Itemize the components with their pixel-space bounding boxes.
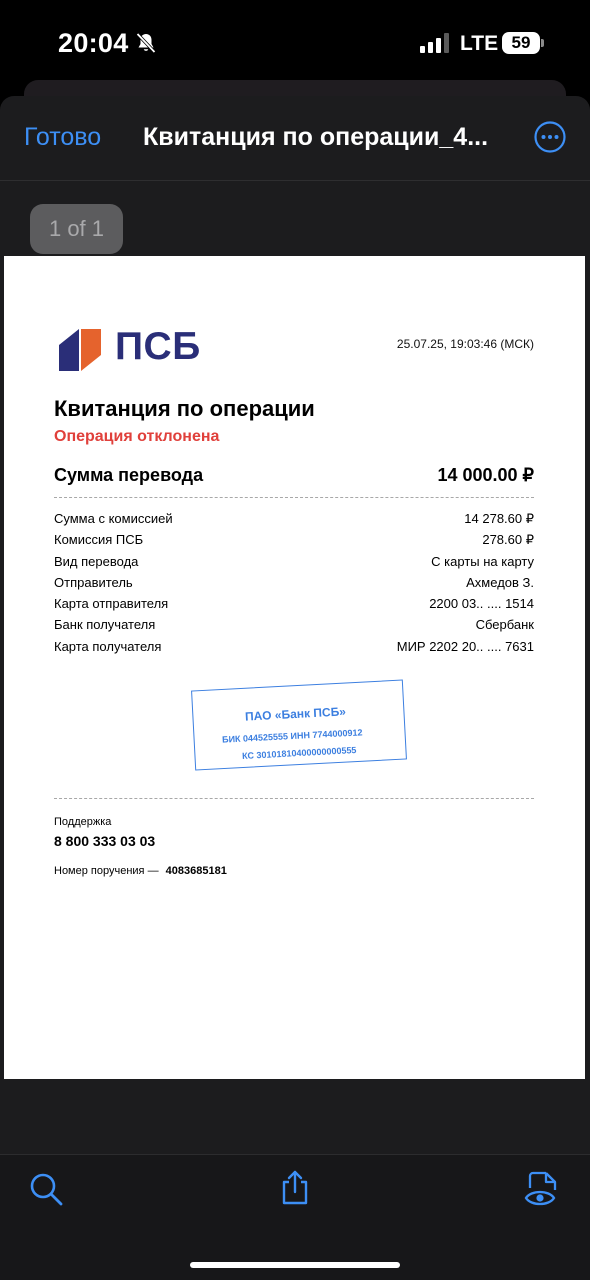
- status-bar: [0, 0, 590, 80]
- detail-row: [54, 614, 534, 635]
- detail-row: [54, 551, 534, 572]
- support-label: Поддержка: [54, 816, 112, 828]
- detail-value: С карты на карту: [431, 553, 534, 569]
- detail-value: Ахмедов З.: [466, 574, 534, 590]
- bell-slash-icon: [134, 31, 158, 55]
- order-value: 4083685181: [165, 865, 227, 877]
- details-list: [54, 508, 534, 657]
- detail-value: 14 278.60 ₽: [464, 511, 534, 526]
- detail-row: [54, 636, 534, 657]
- home-indicator[interactable]: [190, 1262, 400, 1268]
- logo-text: ПСБ: [115, 325, 201, 368]
- order-label: Номер поручения —: [54, 865, 159, 877]
- detail-label: Банк получателя: [54, 617, 156, 633]
- detail-value: 2200 03.. .... 1514: [429, 596, 534, 612]
- transfer-sum-value: 14 000.00 ₽: [437, 465, 534, 485]
- stamp-ks: КС 30101810400000000555: [241, 745, 357, 761]
- detail-row: [54, 572, 534, 593]
- bank-stamp: [189, 681, 415, 777]
- share-icon[interactable]: [277, 1169, 313, 1205]
- battery-cap: [541, 39, 544, 47]
- preview-sheet: [0, 96, 590, 1280]
- detail-label: Отправитель: [54, 574, 133, 590]
- psb-logo-icon: [57, 327, 103, 373]
- status-time: 20:04: [58, 28, 129, 58]
- detail-label: Карта отправителя: [54, 596, 169, 612]
- receipt-document[interactable]: [4, 256, 585, 1079]
- transfer-sum-label: Сумма перевода: [54, 465, 204, 485]
- detail-row: [54, 508, 534, 529]
- detail-value: 278.60 ₽: [482, 532, 534, 548]
- detail-label: Сумма с комиссией: [54, 511, 173, 526]
- detail-label: Вид перевода: [54, 553, 139, 569]
- receipt-title: Квитанция по операции: [54, 396, 315, 421]
- divider: [54, 497, 534, 498]
- search-icon[interactable]: [28, 1171, 64, 1207]
- detail-label: Карта получателя: [54, 638, 162, 654]
- psb-logo: [57, 327, 202, 373]
- battery-indicator: 59: [502, 32, 540, 54]
- markup-icon[interactable]: [524, 1171, 560, 1207]
- receipt-datetime: 25.07.25, 19:03:46 (МСК): [396, 337, 534, 351]
- detail-row: [54, 593, 534, 614]
- support-phone[interactable]: 8 800 333 03 03: [54, 833, 156, 849]
- detail-label: Комиссия ПСБ: [54, 532, 144, 548]
- nav-bar: [0, 96, 590, 181]
- divider: [54, 798, 534, 799]
- document-title: Квитанция по операции_4...: [143, 123, 489, 151]
- detail-value: МИР 2202 20.. .... 7631: [396, 638, 534, 654]
- operation-status: Операция отклонена: [54, 428, 220, 445]
- detail-value: Сбербанк: [475, 617, 534, 633]
- network-label: LTE: [460, 32, 499, 55]
- stamp-bik-inn: БИК 044525555 ИНН 7744000912: [221, 727, 363, 745]
- ellipsis-circle-icon[interactable]: [534, 121, 566, 153]
- done-button[interactable]: Готово: [24, 123, 102, 151]
- signal-icon: [420, 33, 450, 53]
- order-number: [54, 865, 227, 877]
- stamp-bank-name: ПАО «Банк ПСБ»: [244, 704, 347, 724]
- detail-row: [54, 529, 534, 550]
- page-counter: 1 of 1: [30, 204, 123, 254]
